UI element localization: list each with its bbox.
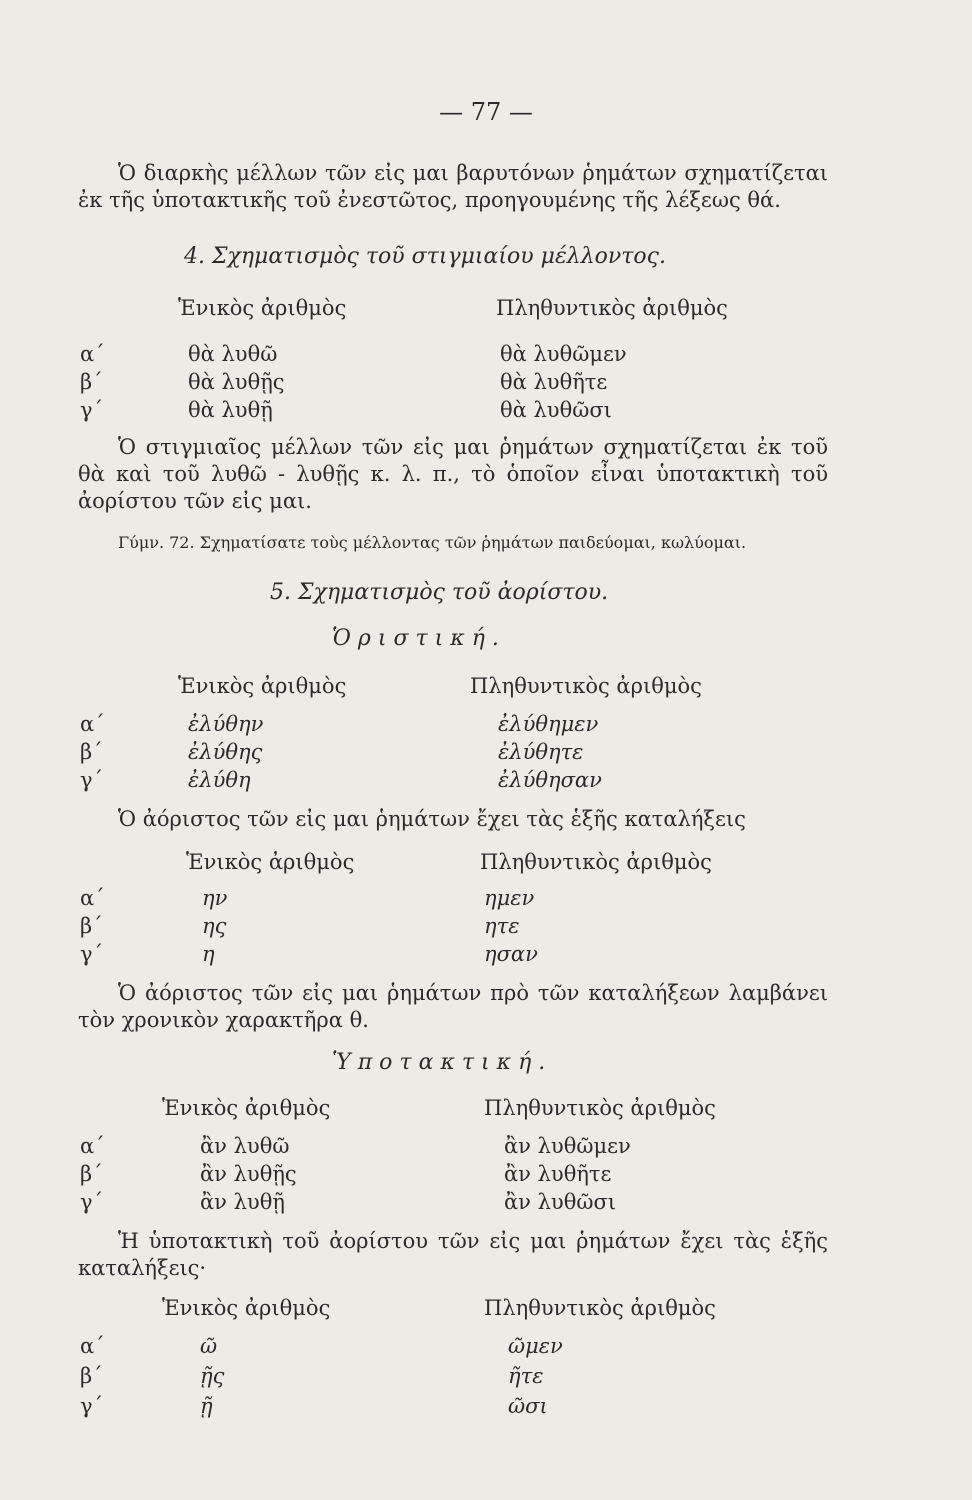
- person-label: α΄: [80, 342, 105, 366]
- endings-intro: Ὁ ἀόριστος τῶν εἰς μαι ῥημάτων ἔχει τὰς ἑξῆς καταλήξεις: [118, 807, 746, 831]
- plural-ending: ῆτε: [508, 1364, 544, 1388]
- singular-form: θὰ λυθῇς: [188, 370, 285, 394]
- plural-ending: ημεν: [484, 886, 535, 910]
- s5-row-3: [80, 768, 840, 796]
- s5-plural-header: Πληθυντικὸς ἀριθμὸς: [470, 674, 702, 698]
- plural-form: ἂν λυθῶσι: [504, 1190, 617, 1214]
- plural-ending: ησαν: [484, 942, 538, 966]
- s4-row-2: [80, 370, 840, 398]
- exercise-72: Γύμν. 72. Σχηματίσατε τοὺς μέλλοντας τῶν ῥημάτων παιδεύομαι, κωλύομαι.: [118, 533, 747, 552]
- subj-endings-row-3: [80, 1394, 840, 1422]
- singular-ending: ην: [202, 886, 228, 910]
- subj-row-3: [80, 1190, 840, 1218]
- plural-form: ἐλύθησαν: [498, 768, 602, 792]
- singular-ending: ης: [202, 914, 227, 938]
- indicative-heading: Ὁριστική.: [332, 626, 506, 651]
- endings-plural-header: Πληθυντικὸς ἀριθμὸς: [480, 850, 712, 874]
- plural-ending: ῶσι: [508, 1394, 548, 1418]
- subj-row-1: [80, 1134, 840, 1162]
- subj-end-plural-header: Πληθυντικὸς ἀριθμὸς: [484, 1296, 716, 1320]
- singular-ending: ῇς: [200, 1364, 225, 1388]
- s5-row-2: [80, 740, 840, 768]
- endings-row-3: [80, 942, 840, 970]
- singular-form: θὰ λυθῇ: [188, 398, 273, 422]
- plural-form: θὰ λυθῶμεν: [500, 342, 627, 366]
- plural-form: ἐλύθητε: [498, 740, 584, 764]
- subj-row-2: [80, 1162, 840, 1190]
- subj-plural-header: Πληθυντικὸς ἀριθμὸς: [484, 1096, 716, 1120]
- endings-singular-header: Ἑνικὸς ἀριθμὸς: [186, 850, 355, 874]
- person-label: γ΄: [80, 1394, 104, 1418]
- person-label: γ΄: [80, 398, 104, 422]
- page-number: — 77 —: [439, 98, 533, 126]
- person-label: α΄: [80, 712, 105, 736]
- singular-ending: ῶ: [200, 1334, 218, 1358]
- person-label: α΄: [80, 1134, 105, 1158]
- plural-form: θὰ λυθῶσι: [500, 398, 612, 422]
- s4-explanation: Ὁ στιγμιαῖος μέλλων τῶν εἰς μαι ῥημάτων σχηματίζεται ἐκ τοῦ θὰ καὶ τοῦ λυθῶ - λυθῇς κ. λ. π., τὸ ὁποῖον εἶναι ὑποτακτικὴ τοῦ ἀορίστου τῶν εἰς μαι.: [78, 435, 828, 513]
- endings-row-2: [80, 914, 840, 942]
- s5-singular-header: Ἑνικὸς ἀριθμὸς: [178, 674, 347, 698]
- plural-ending: ητε: [484, 914, 520, 938]
- singular-form: ἐλύθη: [188, 768, 251, 792]
- singular-form: ἂν λυθῇ: [200, 1190, 285, 1214]
- s4-singular-header: Ἑνικὸς ἀριθμὸς: [178, 296, 347, 320]
- subjunctive-heading: Ὑποτακτική.: [332, 1050, 553, 1075]
- intro-paragraph: Ὁ διαρκὴς μέλλων τῶν εἰς μαι βαρυτόνων ῥημάτων σχηματίζεται ἐκ τῆς ὑποτακτικῆς τοῦ ἐνεστῶτος, προηγουμένης τῆς λέξεως θά.: [78, 161, 828, 212]
- person-label: α΄: [80, 886, 105, 910]
- subj-endings-row-1: [80, 1334, 840, 1362]
- plural-form: ἐλύθημεν: [498, 712, 599, 736]
- s4-plural-header: Πληθυντικὸς ἀριθμὸς: [496, 296, 728, 320]
- person-label: β΄: [80, 1364, 103, 1388]
- endings-row-1: [80, 886, 840, 914]
- person-label: α΄: [80, 1334, 105, 1358]
- person-label: γ΄: [80, 942, 104, 966]
- singular-form: ἐλύθης: [188, 740, 263, 764]
- section-5-heading: 5. Σχηματισμὸς τοῦ ἀορίστου.: [270, 580, 609, 605]
- singular-form: ἂν λυθῶ: [200, 1134, 290, 1158]
- s4-row-3: [80, 398, 840, 426]
- subj-endings-row-2: [80, 1364, 840, 1392]
- person-label: β΄: [80, 1162, 103, 1186]
- theta-character-paragraph: Ὁ ἀόριστος τῶν εἰς μαι ῥημάτων πρὸ τῶν καταλήξεων λαμβάνει τὸν χρονικὸν χαρακτῆρα θ.: [78, 981, 828, 1032]
- section-4-heading: 4. Σχηματισμὸς τοῦ στιγμιαίου μέλλοντος.: [184, 244, 666, 269]
- subjunctive-endings-intro: Ἡ ὑποτακτικὴ τοῦ ἀορίστου τῶν εἰς μαι ῥημάτων ἔχει τὰς ἑξῆς καταλήξεις·: [78, 1229, 828, 1280]
- person-label: β΄: [80, 370, 103, 394]
- plural-ending: ῶμεν: [508, 1334, 563, 1358]
- s5-row-1: [80, 712, 840, 740]
- s4-row-1: [80, 342, 840, 370]
- plural-form: ἂν λυθῶμεν: [504, 1134, 631, 1158]
- singular-form: ἂν λυθῇς: [200, 1162, 297, 1186]
- person-label: β΄: [80, 740, 103, 764]
- singular-form: ἐλύθην: [188, 712, 264, 736]
- plural-form: θὰ λυθῆτε: [500, 370, 608, 394]
- singular-form: θὰ λυθῶ: [188, 342, 278, 366]
- person-label: β΄: [80, 914, 103, 938]
- singular-ending: ῇ: [200, 1394, 213, 1418]
- person-label: γ΄: [80, 768, 104, 792]
- plural-form: ἂν λυθῆτε: [504, 1162, 612, 1186]
- subj-singular-header: Ἑνικὸς ἀριθμὸς: [162, 1096, 331, 1120]
- subj-end-singular-header: Ἑνικὸς ἀριθμὸς: [162, 1296, 331, 1320]
- person-label: γ΄: [80, 1190, 104, 1214]
- singular-ending: η: [202, 942, 215, 966]
